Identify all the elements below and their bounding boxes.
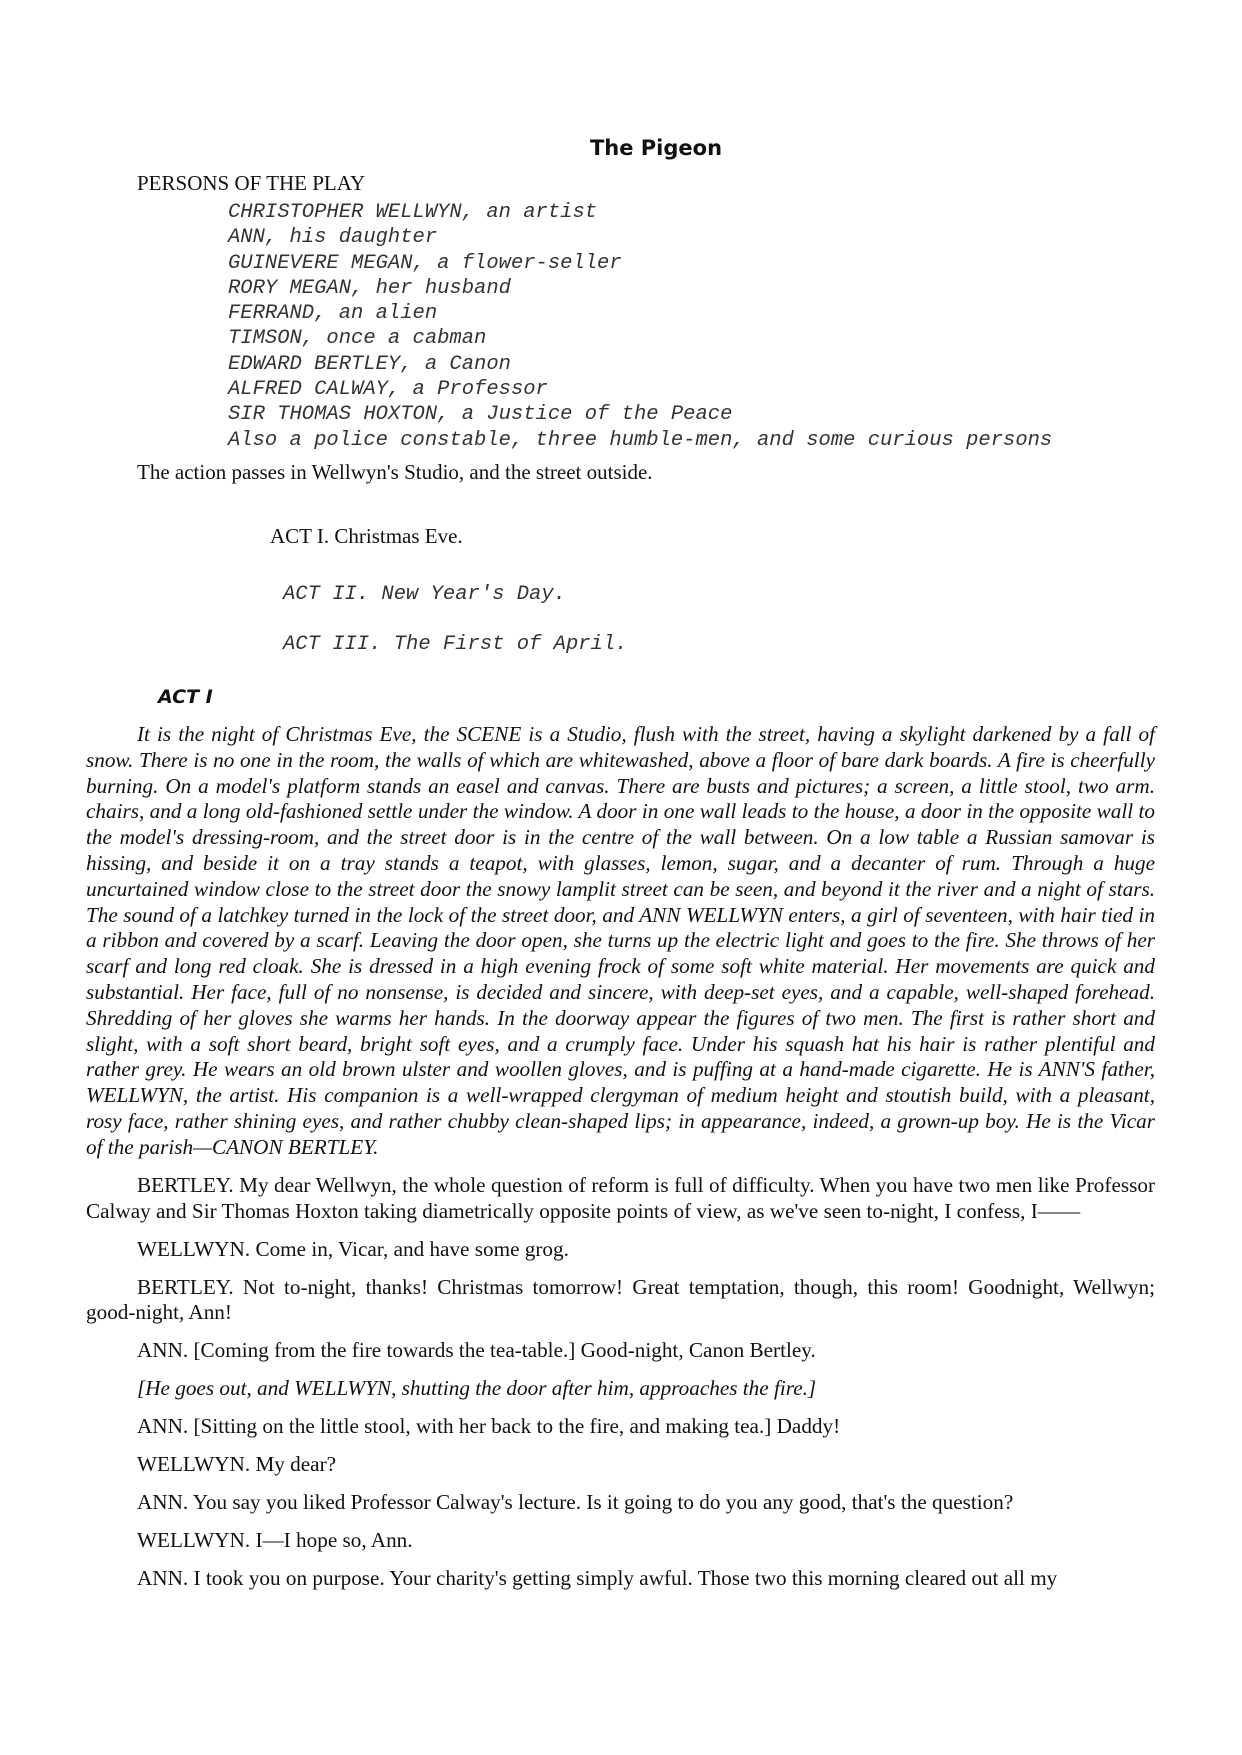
persons-heading: PERSONS OF THE PLAY: [137, 171, 366, 195]
dialogue-line: ANN. [Coming from the fire towards the tea-table.] Good-night, Canon Bertley.: [137, 1338, 816, 1363]
act-list-item-1: ACT I. Christmas Eve.: [270, 524, 463, 548]
act-list-item-2: ACT II. New Year's Day.: [283, 583, 566, 606]
cast-item: EDWARD BERTLEY, a Canon: [228, 352, 511, 376]
cast-item: Also a police constable, three humble-men, and some curious persons: [228, 428, 1053, 452]
dialogue-line: ANN. [Sitting on the little stool, with her back to the fire, and making tea.] Daddy!: [137, 1414, 841, 1439]
cast-item: ALFRED CALWAY, a Professor: [228, 378, 548, 402]
act-heading: ACT I: [158, 686, 213, 708]
cast-item: FERRAND, an alien: [228, 302, 438, 326]
dialogue-line: ANN. You say you liked Professor Calway's lecture. Is it going to do you any good, that's the question?: [137, 1490, 1014, 1515]
dialogue-line: BERTLEY. My dear Wellwyn, the whole question of reform is full of difficulty. When you have two men like Professor Calway and Sir Thomas Hoxton taking diametrically opposite points of view, as we've seen to-night, I confess, I——: [86, 1172, 1155, 1223]
setting-line: The action passes in Wellwyn's Studio, and the street outside.: [137, 460, 653, 484]
cast-item: SIR THOMAS HOXTON, a Justice of the Peace: [228, 403, 733, 427]
act-list-item-3: ACT III. The First of April.: [283, 633, 628, 656]
dialogue-line: ANN. I took you on purpose. Your charity's getting simply awful. Those two this morning cleared out all my: [137, 1566, 1058, 1591]
dialogue-line: WELLWYN. Come in, Vicar, and have some grog.: [137, 1236, 569, 1261]
stage-direction: It is the night of Christmas Eve, the SCENE is a Studio, flush with the street, having a skylight darkened by a fall of snow. There is no one in the room, the walls of which are whitewashed, above a floor of bare dark boards. A fire is cheerfully burning. On a model's platform stands an easel and canvas. There are busts and pictures; a screen, a little stool, two arm. chairs, and a long old-fashioned settle under the window. A door in one wall leads to the house, a door in the opposite wall to the model's dressing-room, and the street door is in the centre of the wall between. On a low table a Russian samovar is hissing, and beside it on a tray stands a teapot, with glasses, lemon, sugar, and a decanter of rum. Through a huge uncurtained window close to the street door the snowy lamplit street can be seen, and beyond it the river and a night of stars. The sound of a latchkey turned in the lock of the street door, and ANN WELLWYN enters, a girl of seventeen, with hair tied in a ribbon and covered by a scarf. Leaving the door open, she turns up the electric light and goes to the fire. She throws of her scarf and long red cloak. She is dressed in a high evening frock of some soft white material. Her movements are quick and substantial. Her face, full of no nonsense, is decided and sincere, with deep-set eyes, and a capable, well-shaped forehead. Shredding of her gloves she warms her hands. In the doorway appear the figures of two men. The first is rather short and slight, with a soft short beard, bright soft eyes, and a crumply face. Under his squash hat his hair is rather plentiful and rather grey. He wears an old brown ulster and woollen gloves, and is puffing at a hand-made cigarette. He is ANN'S father, WELLWYN, the artist. His companion is a well-wrapped clergyman of medium height and stoutish build, with a pleasant, rosy face, rather shining eyes, and rather chubby clean-shaped lips; in appearance, indeed, a grown-up boy. He is the Vicar of the parish—CANON BERTLEY.: [86, 722, 1155, 1159]
dialogue-line: BERTLEY. Not to-night, thanks! Christmas tomorrow! Great temptation, though, this room! Goodnight, Wellwyn; good-night, Ann!: [86, 1274, 1155, 1325]
dialogue-line: WELLWYN. I—I hope so, Ann.: [137, 1528, 413, 1553]
script-body: [86, 722, 1155, 1592]
play-title: The Pigeon: [589, 136, 723, 160]
dialogue-line: WELLWYN. My dear?: [137, 1452, 337, 1477]
cast-item: ANN, his daughter: [228, 226, 438, 250]
cast-item: RORY MEGAN, her husband: [228, 276, 511, 300]
cast-list: [228, 200, 1052, 453]
stage-direction: [He goes out, and WELLWYN, shutting the door after him, approaches the fire.]: [137, 1376, 817, 1401]
cast-item: TIMSON, once a cabman: [228, 327, 487, 351]
cast-item: GUINEVERE MEGAN, a flower-seller: [228, 251, 622, 275]
cast-item: CHRISTOPHER WELLWYN, an artist: [228, 201, 598, 224]
